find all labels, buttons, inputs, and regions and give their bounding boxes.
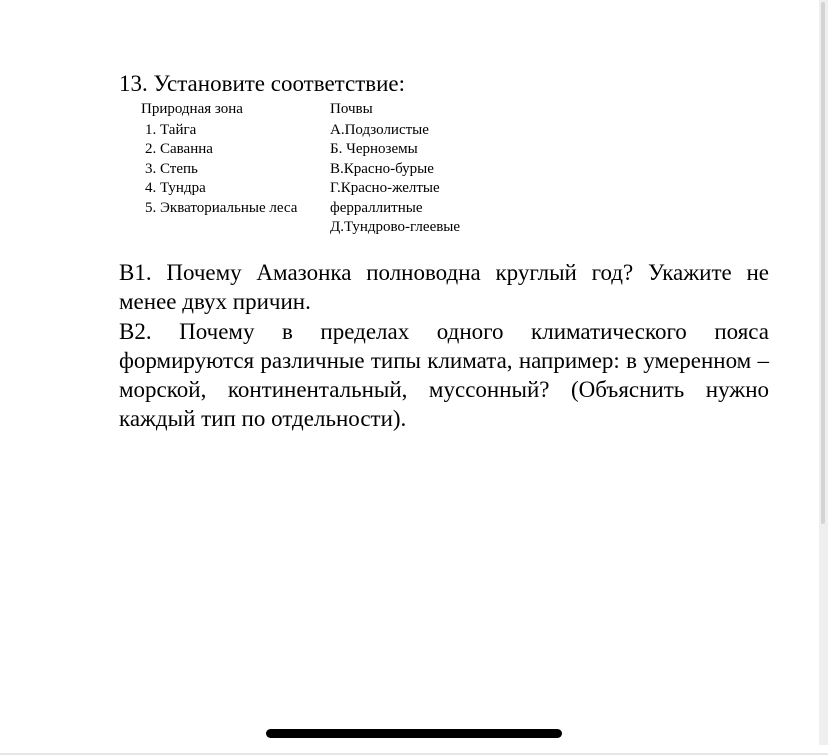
zones-header: Природная зона xyxy=(141,101,243,117)
zone-item: 1. Тайга xyxy=(145,121,197,138)
soils-header: Почвы xyxy=(330,101,373,117)
question-b1: В1. Почему Амазонка полноводна круглый год? Укажите не менее двух причин. xyxy=(119,260,769,315)
soil-item: Г.Красно-желтые xyxy=(330,180,440,196)
zone-item: 4. Тундра xyxy=(145,180,206,196)
question-13-title: 13. Установите соответствие: xyxy=(119,71,406,96)
zone-item: 3. Степь xyxy=(145,160,198,177)
soil-item: А.Подзолистые xyxy=(330,121,429,138)
zone-item: 2. Саванна xyxy=(145,141,213,157)
open-questions xyxy=(119,258,769,434)
soil-item: Б. Черноземы xyxy=(330,141,418,157)
scrollbar-thumb[interactable] xyxy=(821,2,825,524)
scrollbar-track[interactable] xyxy=(819,0,828,745)
zones-column xyxy=(141,100,326,218)
zone-item: 5. Экваториальные леса xyxy=(145,199,298,216)
soil-item: ферраллитные xyxy=(330,199,423,216)
question-b2: В2. Почему в пределах одного климатического пояса формируются различные типы климата, например: в умеренном – морской, континентальный, муссонный? (Объяснить нужно каждый тип по отдельности). xyxy=(119,318,769,432)
soil-item: В.Красно-бурые xyxy=(330,160,434,177)
home-indicator[interactable] xyxy=(266,729,562,738)
soils-column xyxy=(330,100,510,238)
soil-item: Д.Тундрово-глеевые xyxy=(330,219,461,235)
